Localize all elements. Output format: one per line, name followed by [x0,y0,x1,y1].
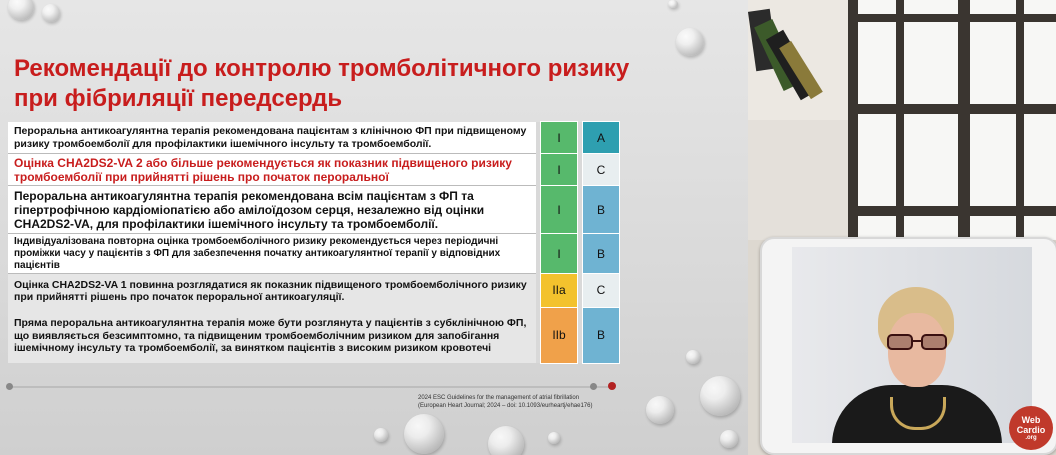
recommendation-text: Пряма пероральна антикоагулянтна терапія може бути розглянута у пацієнтів з субклінічною ФП, що виявляється безсимптомно, та підвищеним тромбоемболічним ризиком для запобігання ішемічному інсульту та тромбоемболії, за винятком пацієнтів з високим ризиком кровотечі [8,307,536,363]
logo-text: .org [1025,434,1037,441]
water-drop-decoration [404,414,444,454]
water-drop-decoration [668,0,678,8]
webcardio-logo [1009,406,1053,450]
recommendation-row [8,234,620,273]
wall [748,120,848,250]
water-drop-decoration [488,426,524,455]
recommendation-row [8,307,620,363]
recommendation-text: Пероральна антикоагулянтна терапія рекомендована всім пацієнтам з ФП та гіпертрофічною кардіоміопатією або амілоїдозом серця, незалежно від оцінки CHA2DS2-VA, для профілактики ішемічного інсульту та тромбоемболії. [8,186,536,234]
recommendation-text: Індивідуалізована повторна оцінка тромбоемболічного ризику рекомендується через періодичні проміжки часу у пацієнтів з ФП для забезпечення початку антикоагулянтної терапії у відповідних пацієнтів [8,234,536,273]
water-drop-decoration [8,0,34,20]
recommendation-row [8,122,620,154]
recommendation-text: Оцінка CHA2DS2-VA 2 або більше рекомендується як показник підвищеного ризику тромбоемболії при прийнятті рішень про початок пероральної [8,154,536,186]
books-on-shelf [748,0,828,120]
citation-line: 2024 ESC Guidelines for the management of atrial fibrillation [418,395,580,401]
recommendation-row [8,186,620,234]
progress-dot [590,383,597,390]
water-drop-decoration [720,430,738,448]
tablet-screen [792,247,1032,443]
water-drop-decoration [548,432,560,444]
water-drop-decoration [42,4,60,22]
level-badge: C [583,273,620,307]
water-drop-decoration [686,350,700,364]
logo-text: Web [1021,414,1041,425]
recommendation-text: Пероральна антикоагулянтна терапія рекомендована пацієнтам з клінічною ФП при підвищеному ризику тромбоемболії для профілактики ішемічного інсульту та тромбоемболії. [8,122,536,154]
water-drop-decoration [374,428,388,442]
slide-title: Рекомендації до контролю тромболітичного ризику при фібриляції передсердь [14,55,630,112]
class-badge: I [541,122,578,154]
progress-current-dot[interactable] [608,382,616,390]
level-badge: B [583,234,620,273]
class-badge: IIb [541,307,578,363]
recommendation-text: Оцінка CHA2DS2-VA 1 повинна розглядатися як показник підвищеного тромбоемболічного ризику при прийнятті рішень про початок пероральної антикоагуляції. [8,273,536,307]
level-badge: C [583,154,620,186]
water-drop-decoration [676,28,704,56]
level-badge: B [583,307,620,363]
recommendation-row [8,273,620,307]
water-drop-decoration [700,376,740,416]
class-badge: IIa [541,273,578,307]
window [848,0,1056,240]
logo-text: Cardio [1016,424,1046,435]
level-badge: A [583,122,620,154]
class-badge: I [541,154,578,186]
water-drop-decoration [646,396,674,424]
citation [418,394,618,410]
glasses-icon [886,333,948,351]
level-badge: B [583,186,620,234]
progress-start-dot [6,383,13,390]
class-badge: I [541,186,578,234]
recommendations-table [8,121,620,364]
slide-progress-bar[interactable] [8,386,612,388]
citation-line: (European Heart Journal; 2024 – doi: 10.1093/eurheartj/ehae176) [418,403,593,409]
class-badge: I [541,234,578,273]
recommendation-row [8,154,620,186]
webcam-feed [748,0,1056,455]
